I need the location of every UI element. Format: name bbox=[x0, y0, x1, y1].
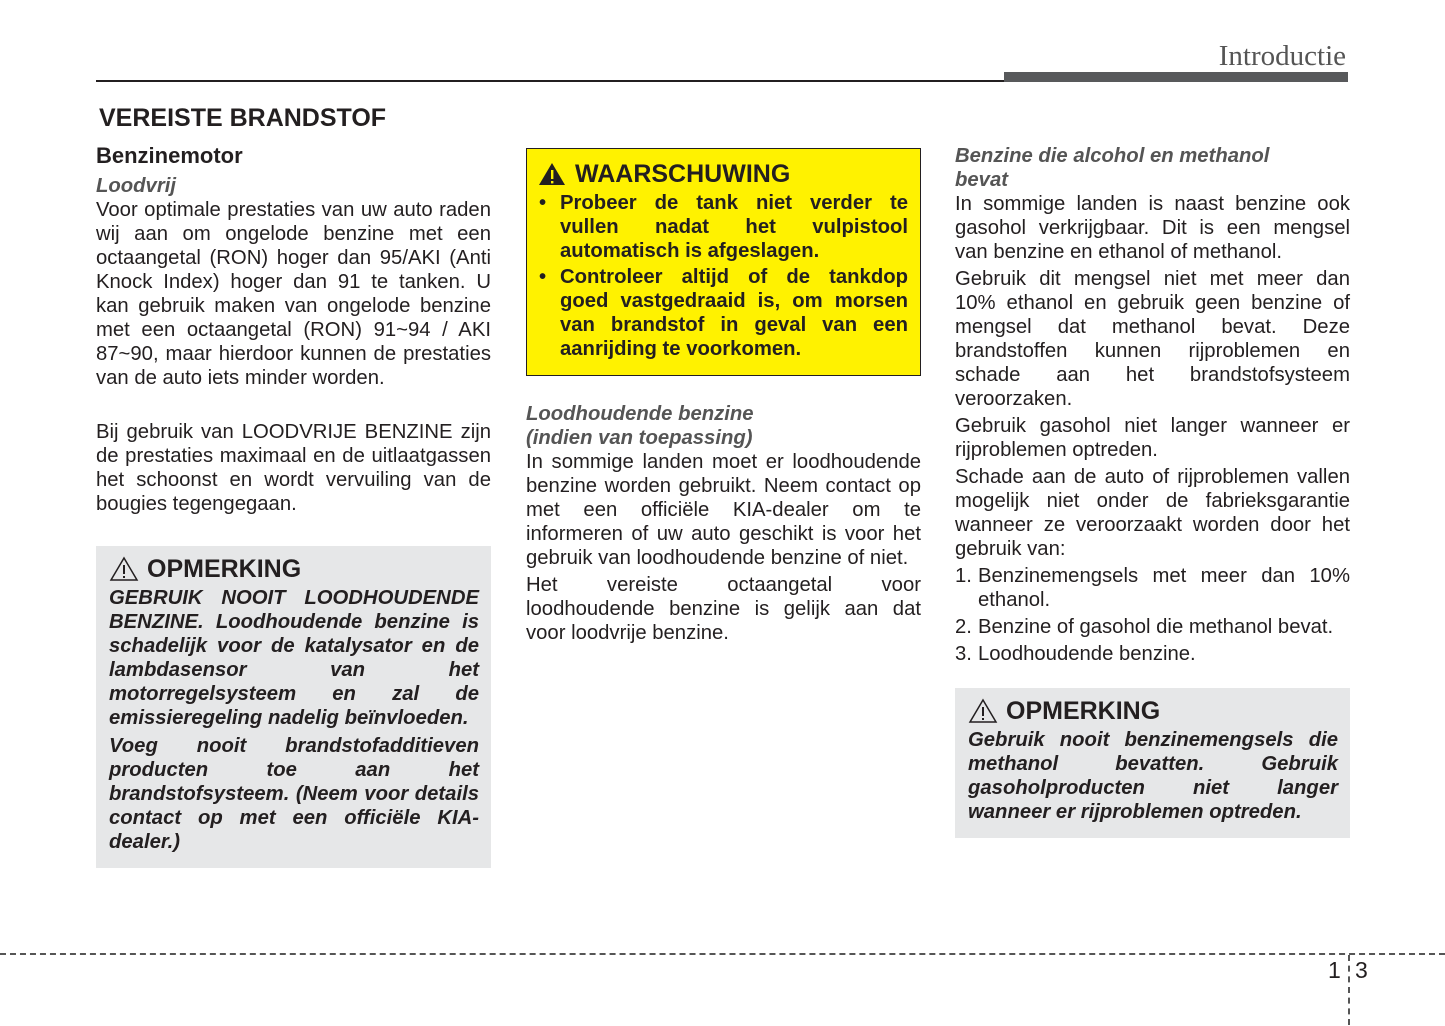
warning-triangle-icon bbox=[968, 698, 998, 724]
left-column bbox=[96, 144, 491, 868]
subheading-loodhoudend: Loodhoudende benzine (indien van toepassing) bbox=[526, 403, 754, 449]
warning-item: • Controleer altijd of de tankdop goed vastgedraaid is, om morsen van brandstof in geval van een aanrijding te voorkomen. bbox=[537, 265, 908, 361]
footer-divider bbox=[1348, 955, 1350, 1025]
list-item bbox=[955, 615, 1350, 639]
warning-triangle-icon bbox=[537, 161, 567, 187]
paragraph: Schade aan de auto of rijproblemen vallen mogelijk niet onder de fabrieksgarantie wanneer ze veroorzaakt worden door het gebruik van: bbox=[955, 466, 1350, 560]
paragraph: In sommige landen moet er loodhoudende benzine worden gebruikt. Neem contact op met een officiële KIA-dealer om te informeren of uw auto geschikt is voor het gebruik van loodhoudende benzine of niet. bbox=[526, 451, 921, 569]
header-rule bbox=[96, 80, 1006, 82]
subheading-alcohol: Benzine die alcohol en methanol bevat bbox=[955, 145, 1270, 191]
note-text: Voeg nooit brandstofadditieven producten toe aan het brandstofsysteem. (Neem voor details contact op met een officiële KIA-dealer.) bbox=[109, 735, 479, 853]
chapter-number: 1 bbox=[1328, 957, 1341, 983]
paragraph: Bij gebruik van LOODVRIJE BENZINE zijn de prestaties maximaal en de uitlaatgassen het schoonst en wordt vervuiling van de bougies tegengegaan. bbox=[96, 421, 491, 515]
note-text: Gebruik nooit benzinemengsels die methanol bevatten. Gebruik gasoholproducten niet langer wanneer er rijproblemen optreden. bbox=[968, 729, 1338, 823]
section-title: Introductie bbox=[1218, 40, 1346, 72]
list-text: Loodhoudende benzine. bbox=[978, 643, 1196, 665]
list-number: 1. bbox=[955, 565, 972, 587]
list-item bbox=[955, 642, 1350, 666]
footer-rule bbox=[0, 953, 1445, 955]
list-number: 2. bbox=[955, 616, 972, 638]
note-title: OPMERKING bbox=[1006, 697, 1161, 725]
note-text: GEBRUIK NOOIT LOODHOUDENDE BENZINE. Loodhoudende benzine is schadelijk voor de katalysator en de lambdasensor van het motorregelsysteem en zal de emissieregeling nadelig beïnvloeden. bbox=[109, 587, 479, 729]
cause-list bbox=[955, 564, 1350, 666]
warning-box bbox=[526, 148, 921, 376]
page-number: 3 bbox=[1355, 957, 1368, 983]
list-text: Benzinemengsels met meer dan 10% ethanol. bbox=[978, 565, 1350, 611]
warning-title: WAARSCHUWING bbox=[575, 160, 791, 188]
subheading-loodvrij: Loodvrij bbox=[96, 175, 176, 197]
page-title: VEREISTE BRANDSTOF bbox=[99, 104, 387, 132]
paragraph: Gebruik dit mengsel niet met meer dan 10% ethanol en gebruik geen benzine of mengsel dat methanol bevat. Deze brandstoffen kunnen rijproblemen en schade aan het brandstofsysteem veroorzaken. bbox=[955, 268, 1350, 410]
note-box bbox=[96, 546, 491, 868]
note-box bbox=[955, 688, 1350, 838]
paragraph: In sommige landen is naast benzine ook gasohol verkrijgbaar. Dit is een mengsel van benzine en ethanol of methanol. bbox=[955, 193, 1350, 263]
paragraph: Voor optimale prestaties van uw auto raden wij aan om ongelode benzine met een octaangetal (RON) hoger dan 95/AKI (Anti Knock Index) hoger dan 91 te tanken. U kan gebruik maken van ongelode benzine met een octaangetal (RON) 91~94 / AKI 87~90, maar hierdoor kunnen de prestaties van de auto iets minder worden. bbox=[96, 199, 491, 389]
heading-benzinemotor: Benzinemotor bbox=[96, 143, 243, 168]
list-text: Benzine of gasohol die methanol bevat. bbox=[978, 616, 1334, 638]
list-item bbox=[955, 564, 1350, 612]
middle-column bbox=[526, 148, 921, 645]
warning-item: • Probeer de tank niet verder te vullen nadat het vulpistool automatisch is afgeslagen. bbox=[537, 191, 908, 263]
list-number: 3. bbox=[955, 643, 972, 665]
paragraph: Gebruik gasohol niet langer wanneer er rijproblemen optreden. bbox=[955, 415, 1350, 461]
warning-triangle-icon bbox=[109, 556, 139, 582]
note-title: OPMERKING bbox=[147, 555, 302, 583]
right-column bbox=[955, 144, 1350, 838]
header-bar bbox=[1004, 72, 1348, 82]
paragraph: Het vereiste octaangetal voor loodhoudende benzine is gelijk aan dat voor loodvrije benzine. bbox=[526, 574, 921, 644]
